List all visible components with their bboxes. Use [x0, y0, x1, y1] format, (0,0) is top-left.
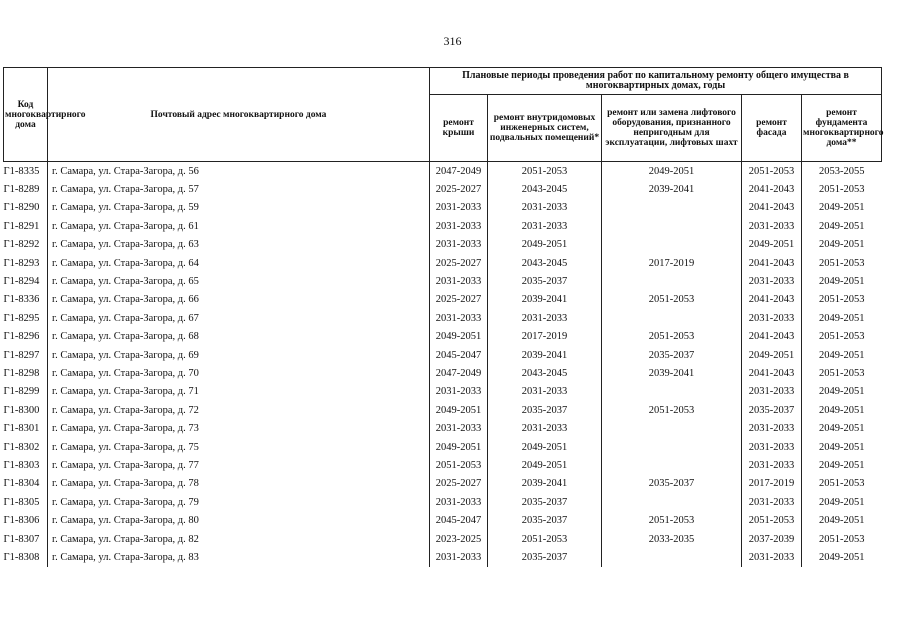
cell-facade: 2041-2043 [742, 199, 802, 217]
cell-code: Г1-8289 [3, 184, 40, 196]
cell-systems: 2049-2051 [488, 236, 602, 254]
cell-systems: 2017-2019 [488, 328, 602, 346]
header-facade: ремонт фасада [742, 95, 802, 162]
cell-code: Г1-8306 [3, 515, 40, 527]
cell-code: Г1-8293 [3, 257, 40, 269]
cell-roof: 2031-2033 [430, 272, 488, 290]
table-row [4, 364, 882, 382]
cell-facade: 2041-2043 [742, 180, 802, 198]
cell-foundation: 2049-2051 [802, 493, 882, 511]
cell-roof: 2047-2049 [430, 364, 488, 382]
cell-roof: 2047-2049 [430, 162, 488, 181]
cell-address: г. Самара, ул. Стара-Загора, д. 70 [48, 364, 430, 382]
cell-systems: 2031-2033 [488, 217, 602, 235]
cell-elevator [602, 548, 742, 566]
cell-elevator: 2039-2041 [602, 364, 742, 382]
cell-foundation: 2051-2053 [802, 364, 882, 382]
table-row [4, 309, 882, 327]
cell-roof: 2031-2033 [430, 309, 488, 327]
cell-elevator: 2035-2037 [602, 346, 742, 364]
table-row [4, 383, 882, 401]
cell-systems: 2043-2045 [488, 254, 602, 272]
cell-roof: 2025-2027 [430, 180, 488, 198]
cell-foundation: 2051-2053 [802, 254, 882, 272]
table-row [4, 475, 882, 493]
cell-code: Г1-8292 [3, 239, 40, 251]
cell-roof: 2025-2027 [430, 254, 488, 272]
cell-foundation: 2051-2053 [802, 180, 882, 198]
cell-facade: 2031-2033 [742, 419, 802, 437]
cell-elevator: 2049-2051 [602, 162, 742, 181]
header-elevator: ремонт или замена лифтового оборудования, признанного непригодным для эксплуатации, лифтовых шахт [602, 95, 742, 162]
cell-systems: 2039-2041 [488, 475, 602, 493]
table-row [4, 438, 882, 456]
cell-code: Г1-8305 [3, 496, 40, 508]
cell-address: г. Самара, ул. Стара-Загора, д. 68 [48, 328, 430, 346]
cell-systems: 2049-2051 [488, 438, 602, 456]
cell-facade: 2035-2037 [742, 401, 802, 419]
cell-foundation: 2049-2051 [802, 419, 882, 437]
cell-code: Г1-8300 [3, 404, 40, 416]
cell-address: г. Самара, ул. Стара-Загора, д. 78 [48, 475, 430, 493]
cell-address: г. Самара, ул. Стара-Загора, д. 77 [48, 456, 430, 474]
cell-facade: 2041-2043 [742, 328, 802, 346]
cell-facade: 2049-2051 [742, 236, 802, 254]
cell-roof: 2045-2047 [430, 511, 488, 529]
table-row [4, 456, 882, 474]
cell-code: Г1-8290 [3, 202, 40, 214]
header-roof: ремонт крыши [430, 95, 488, 162]
cell-foundation: 2051-2053 [802, 328, 882, 346]
cell-address: г. Самара, ул. Стара-Загора, д. 72 [48, 401, 430, 419]
page-number: 316 [443, 34, 462, 48]
cell-address: г. Самара, ул. Стара-Загора, д. 69 [48, 346, 430, 364]
header-address: Почтовый адрес многоквартирного дома [48, 68, 430, 162]
cell-systems: 2043-2045 [488, 180, 602, 198]
cell-address: г. Самара, ул. Стара-Загора, д. 83 [48, 548, 430, 566]
table-row [4, 254, 882, 272]
cell-elevator: 2017-2019 [602, 254, 742, 272]
cell-elevator [602, 456, 742, 474]
cell-elevator [602, 493, 742, 511]
cell-roof: 2023-2025 [430, 530, 488, 548]
cell-facade: 2041-2043 [742, 291, 802, 309]
cell-code: Г1-8335 [3, 165, 40, 177]
cell-code: Г1-8303 [3, 459, 40, 471]
cell-facade: 2031-2033 [742, 383, 802, 401]
cell-roof: 2049-2051 [430, 401, 488, 419]
cell-roof: 2025-2027 [430, 475, 488, 493]
cell-foundation: 2049-2051 [802, 217, 882, 235]
cell-systems: 2051-2053 [488, 530, 602, 548]
cell-code: Г1-8307 [3, 533, 40, 545]
cell-systems: 2039-2041 [488, 346, 602, 364]
table-row [4, 328, 882, 346]
cell-systems: 2031-2033 [488, 309, 602, 327]
cell-elevator [602, 438, 742, 456]
cell-roof: 2049-2051 [430, 328, 488, 346]
cell-facade: 2031-2033 [742, 456, 802, 474]
cell-foundation: 2049-2051 [802, 199, 882, 217]
cell-systems: 2031-2033 [488, 383, 602, 401]
cell-elevator [602, 419, 742, 437]
cell-address: г. Самара, ул. Стара-Загора, д. 64 [48, 254, 430, 272]
cell-roof: 2031-2033 [430, 217, 488, 235]
cell-roof: 2045-2047 [430, 346, 488, 364]
cell-foundation: 2049-2051 [802, 346, 882, 364]
cell-facade: 2037-2039 [742, 530, 802, 548]
cell-address: г. Самара, ул. Стара-Загора, д. 61 [48, 217, 430, 235]
cell-elevator [602, 383, 742, 401]
cell-code: Г1-8336 [3, 294, 40, 306]
cell-foundation: 2049-2051 [802, 401, 882, 419]
cell-elevator: 2051-2053 [602, 511, 742, 529]
table-row [4, 548, 882, 566]
header-code: Код многоквартирного дома [4, 68, 48, 162]
cell-elevator [602, 199, 742, 217]
cell-systems: 2031-2033 [488, 199, 602, 217]
table-row [4, 180, 882, 198]
cell-foundation: 2051-2053 [802, 475, 882, 493]
cell-foundation: 2049-2051 [802, 309, 882, 327]
cell-systems: 2031-2033 [488, 419, 602, 437]
cell-code: Г1-8299 [3, 386, 40, 398]
cell-systems: 2049-2051 [488, 456, 602, 474]
cell-address: г. Самара, ул. Стара-Загора, д. 82 [48, 530, 430, 548]
cell-code: Г1-8308 [3, 551, 40, 563]
cell-roof: 2031-2033 [430, 383, 488, 401]
cell-roof: 2031-2033 [430, 419, 488, 437]
cell-roof: 2031-2033 [430, 493, 488, 511]
cell-code: Г1-8302 [3, 441, 40, 453]
table-row [4, 236, 882, 254]
cell-elevator [602, 236, 742, 254]
cell-foundation: 2049-2051 [802, 383, 882, 401]
cell-address: г. Самара, ул. Стара-Загора, д. 80 [48, 511, 430, 529]
cell-roof: 2031-2033 [430, 236, 488, 254]
table-row [4, 346, 882, 364]
cell-facade: 2031-2033 [742, 309, 802, 327]
cell-foundation: 2049-2051 [802, 456, 882, 474]
table-row [4, 493, 882, 511]
cell-foundation: 2051-2053 [802, 291, 882, 309]
cell-code: Г1-8296 [3, 331, 40, 343]
cell-code: Г1-8295 [3, 312, 40, 324]
cell-facade: 2049-2051 [742, 346, 802, 364]
cell-elevator [602, 217, 742, 235]
cell-foundation: 2049-2051 [802, 511, 882, 529]
cell-code: Г1-8301 [3, 423, 40, 435]
cell-roof: 2051-2053 [430, 456, 488, 474]
cell-roof: 2049-2051 [430, 438, 488, 456]
cell-address: г. Самара, ул. Стара-Загора, д. 73 [48, 419, 430, 437]
cell-foundation: 2051-2053 [802, 530, 882, 548]
table-row [4, 511, 882, 529]
cell-systems: 2035-2037 [488, 272, 602, 290]
cell-foundation: 2049-2051 [802, 438, 882, 456]
table-header [4, 68, 882, 162]
table-row [4, 162, 882, 181]
cell-address: г. Самара, ул. Стара-Загора, д. 63 [48, 236, 430, 254]
cell-code: Г1-8298 [3, 367, 40, 379]
cell-elevator: 2051-2053 [602, 328, 742, 346]
cell-facade: 2031-2033 [742, 217, 802, 235]
cell-code: Г1-8304 [3, 478, 40, 490]
cell-address: г. Самара, ул. Стара-Загора, д. 65 [48, 272, 430, 290]
header-systems: ремонт внутридомовых инженерных систем, подвальных помещений* [488, 95, 602, 162]
cell-facade: 2031-2033 [742, 272, 802, 290]
cell-code: Г1-8294 [3, 276, 40, 288]
header-foundation: ремонт фундамента многоквартирного дома** [802, 95, 882, 162]
cell-elevator: 2035-2037 [602, 475, 742, 493]
table-row [4, 199, 882, 217]
table-row [4, 530, 882, 548]
cell-address: г. Самара, ул. Стара-Загора, д. 67 [48, 309, 430, 327]
cell-roof: 2031-2033 [430, 548, 488, 566]
cell-facade: 2031-2033 [742, 548, 802, 566]
cell-systems: 2035-2037 [488, 401, 602, 419]
cell-address: г. Самара, ул. Стара-Загора, д. 57 [48, 180, 430, 198]
cell-elevator: 2051-2053 [602, 401, 742, 419]
cell-systems: 2035-2037 [488, 511, 602, 529]
cell-facade: 2051-2053 [742, 511, 802, 529]
cell-systems: 2039-2041 [488, 291, 602, 309]
cell-facade: 2041-2043 [742, 254, 802, 272]
cell-code: Г1-8291 [3, 220, 40, 232]
cell-elevator: 2033-2035 [602, 530, 742, 548]
cell-facade: 2031-2033 [742, 493, 802, 511]
cell-elevator: 2051-2053 [602, 291, 742, 309]
table-row [4, 272, 882, 290]
table-row [4, 419, 882, 437]
cell-systems: 2035-2037 [488, 548, 602, 566]
cell-facade: 2041-2043 [742, 364, 802, 382]
cell-address: г. Самара, ул. Стара-Загора, д. 59 [48, 199, 430, 217]
cell-foundation: 2049-2051 [802, 272, 882, 290]
cell-address: г. Самара, ул. Стара-Загора, д. 66 [48, 291, 430, 309]
cell-systems: 2051-2053 [488, 162, 602, 181]
cell-systems: 2035-2037 [488, 493, 602, 511]
cell-address: г. Самара, ул. Стара-Загора, д. 56 [48, 162, 430, 181]
cell-roof: 2031-2033 [430, 199, 488, 217]
cell-facade: 2051-2053 [742, 162, 802, 181]
header-periods-group: Плановые периоды проведения работ по капитальному ремонту общего имущества в многоквартирных домах, годы [430, 68, 882, 95]
repair-schedule-table [3, 67, 882, 567]
table-row [4, 291, 882, 309]
cell-roof: 2025-2027 [430, 291, 488, 309]
cell-address: г. Самара, ул. Стара-Загора, д. 75 [48, 438, 430, 456]
cell-elevator: 2039-2041 [602, 180, 742, 198]
cell-elevator [602, 272, 742, 290]
cell-foundation: 2049-2051 [802, 236, 882, 254]
cell-elevator [602, 309, 742, 327]
cell-address: г. Самара, ул. Стара-Загора, д. 79 [48, 493, 430, 511]
cell-code: Г1-8297 [3, 349, 40, 361]
table-row [4, 401, 882, 419]
cell-foundation: 2049-2051 [802, 548, 882, 566]
table-body [4, 162, 882, 567]
cell-facade: 2031-2033 [742, 438, 802, 456]
cell-facade: 2017-2019 [742, 475, 802, 493]
table-row [4, 217, 882, 235]
cell-foundation: 2053-2055 [802, 162, 882, 181]
cell-address: г. Самара, ул. Стара-Загора, д. 71 [48, 383, 430, 401]
cell-systems: 2043-2045 [488, 364, 602, 382]
